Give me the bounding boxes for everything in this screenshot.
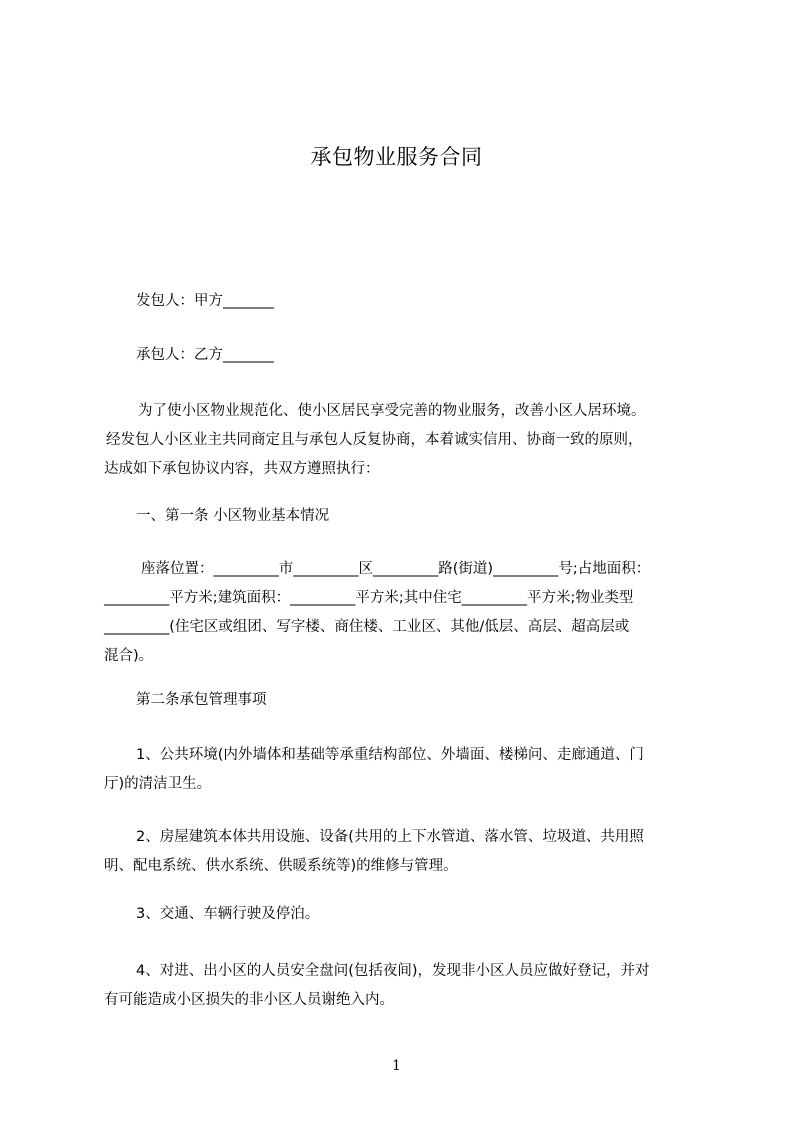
item-line: 2、房屋建筑本体共用设施、设备(共用的上下水管道、落水管、垃圾道、共用照: [136, 829, 644, 845]
contractor-line: 承包人：乙方_______: [136, 347, 274, 363]
article1-line: _________(住宅区或组团、写字楼、商住楼、工业区、其他/低层、高层、超高层或: [104, 619, 630, 635]
item-line: 有可能造成小区损失的非小区人员谢绝入内。: [104, 992, 394, 1008]
article2-item-4: [104, 957, 704, 1015]
article2-heading: 第二条承包管理事项: [136, 692, 267, 708]
article1-line: 混合)。: [104, 648, 154, 664]
article2-item-3: 3、交通、车辆行驶及停泊。: [136, 906, 320, 922]
article1-line: _________平方米;建筑面积：_________平方米;其中住宅_________平方米;物业类型: [104, 590, 634, 606]
intro-line: 为了使小区物业规范化、使小区居民享受完善的物业服务，改善小区人居环境。: [138, 403, 646, 419]
intro-line: 经发包人小区业主共同商定且与承包人反复协商，本着诚实信用、协商一致的原则，: [106, 432, 643, 448]
item-line: 厅)的清洁卫生。: [104, 776, 212, 792]
item-line: 1、公共环境(内外墙体和基础等承重结构部位、外墙面、楼梯问、走廊通道、门: [136, 747, 644, 763]
article2-item-1: [104, 741, 704, 799]
article1-paragraph: [104, 555, 704, 671]
article2-item-2: [104, 823, 704, 881]
article1-line: 座落位置：_________市_________区_________路(街道)_________号;占地面积：: [141, 561, 651, 577]
document-title: 承包物业服务合同: [310, 145, 483, 169]
page-number: 1: [392, 1058, 401, 1074]
intro-paragraph: [104, 397, 704, 484]
article1-heading: 一、第一条 小区物业基本情况: [136, 508, 330, 524]
intro-line: 达成如下承包协议内容，共双方遵照执行：: [104, 461, 380, 477]
item-line: 明、配电系统、供水系统、供暖系统等)的维修与管理。: [104, 858, 458, 874]
issuer-line: 发包人：甲方_______: [136, 293, 274, 309]
item-line: 4、对进、出小区的人员安全盘问(包括夜间)，发现非小区人员应做好登记，并对: [136, 963, 650, 979]
